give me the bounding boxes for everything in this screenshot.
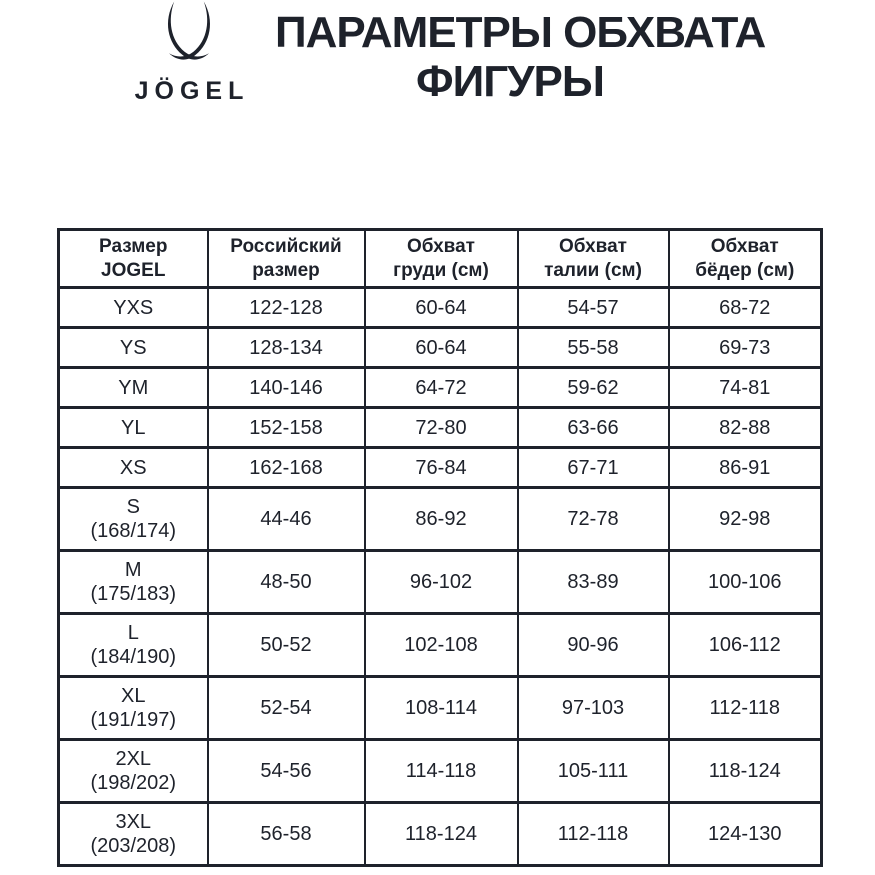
table-row — [59, 448, 822, 488]
cell-hips: 124-130 — [669, 803, 822, 866]
size-height-note: (203/208) — [90, 835, 177, 857]
cell-chest: 72-80 — [365, 408, 518, 448]
table-row — [59, 803, 822, 866]
cell-russian-size: 48-50 — [208, 551, 365, 614]
size-label: YXS — [113, 296, 154, 319]
cell-waist: 105-111 — [518, 740, 669, 803]
size-label: L — [127, 622, 139, 644]
cell-waist: 97-103 — [518, 677, 669, 740]
size-height-note: (175/183) — [90, 583, 177, 605]
size-label: YS — [119, 336, 147, 359]
size-label: M — [124, 559, 142, 581]
cell-waist: 63-66 — [518, 408, 669, 448]
cell-chest: 60-64 — [365, 288, 518, 328]
table-row — [59, 551, 822, 614]
cell-russian-size: 162-168 — [208, 448, 365, 488]
size-height-note: (198/202) — [90, 772, 177, 794]
cell-size — [59, 328, 208, 368]
cell-waist: 59-62 — [518, 368, 669, 408]
cell-hips: 118-124 — [669, 740, 822, 803]
cell-hips: 82-88 — [669, 408, 822, 448]
cell-hips: 86-91 — [669, 448, 822, 488]
page-header — [0, 0, 875, 228]
header-row — [59, 230, 822, 288]
cell-chest: 76-84 — [365, 448, 518, 488]
table-row — [59, 740, 822, 803]
cell-hips: 92-98 — [669, 488, 822, 551]
size-label: 3XL — [115, 811, 152, 833]
cell-size — [59, 288, 208, 328]
cell-size — [59, 740, 208, 803]
size-height-note: (168/174) — [90, 520, 177, 542]
cell-chest: 96-102 — [365, 551, 518, 614]
size-label: 2XL — [115, 748, 152, 770]
table-row — [59, 328, 822, 368]
cell-chest: 86-92 — [365, 488, 518, 551]
col-header-russian-size: Российский размер — [208, 230, 365, 288]
cell-hips: 69-73 — [669, 328, 822, 368]
cell-hips: 106-112 — [669, 614, 822, 677]
jogel-logo — [118, 0, 260, 106]
cell-russian-size: 122-128 — [208, 288, 365, 328]
cell-chest: 114-118 — [365, 740, 518, 803]
cell-russian-size: 128-134 — [208, 328, 365, 368]
cell-chest: 108-114 — [365, 677, 518, 740]
cell-waist: 72-78 — [518, 488, 669, 551]
size-chart-table — [57, 228, 823, 867]
cell-chest: 102-108 — [365, 614, 518, 677]
size-label: S — [126, 496, 140, 518]
size-height-note: (184/190) — [90, 646, 177, 668]
cell-chest: 60-64 — [365, 328, 518, 368]
cell-russian-size: 140-146 — [208, 368, 365, 408]
col-header-size: Размер JOGEL — [59, 230, 208, 288]
col-header-hips: Обхват бёдер (см) — [669, 230, 822, 288]
size-label: YL — [121, 416, 146, 439]
table-row — [59, 288, 822, 328]
cell-size — [59, 368, 208, 408]
size-label: XL — [121, 685, 146, 707]
cell-hips: 100-106 — [669, 551, 822, 614]
cell-size — [59, 614, 208, 677]
size-label: YM — [118, 376, 149, 399]
cell-hips: 74-81 — [669, 368, 822, 408]
cell-russian-size: 52-54 — [208, 677, 365, 740]
cell-waist: 112-118 — [518, 803, 669, 866]
cell-waist: 54-57 — [518, 288, 669, 328]
cell-size — [59, 551, 208, 614]
cell-hips: 112-118 — [669, 677, 822, 740]
cell-waist: 83-89 — [518, 551, 669, 614]
cell-russian-size: 44-46 — [208, 488, 365, 551]
cell-size — [59, 803, 208, 866]
col-header-chest: Обхват груди (см) — [365, 230, 518, 288]
cell-chest: 64-72 — [365, 368, 518, 408]
page-title — [275, 8, 766, 106]
cell-waist: 90-96 — [518, 614, 669, 677]
cell-russian-size: 50-52 — [208, 614, 365, 677]
table-row — [59, 677, 822, 740]
table-row — [59, 408, 822, 448]
cell-russian-size: 54-56 — [208, 740, 365, 803]
cell-size — [59, 408, 208, 448]
cell-size — [59, 448, 208, 488]
cell-size — [59, 488, 208, 551]
cell-chest: 118-124 — [365, 803, 518, 866]
cell-waist: 67-71 — [518, 448, 669, 488]
size-height-note: (191/197) — [90, 709, 177, 731]
cell-russian-size: 56-58 — [208, 803, 365, 866]
size-label: XS — [119, 456, 147, 479]
cell-hips: 68-72 — [669, 288, 822, 328]
cell-size — [59, 677, 208, 740]
jogel-v-mark-icon — [141, 0, 237, 74]
table-row — [59, 488, 822, 551]
cell-russian-size: 152-158 — [208, 408, 365, 448]
table-row — [59, 368, 822, 408]
cell-waist: 55-58 — [518, 328, 669, 368]
page-title-line1: ПАРАМЕТРЫ ОБХВАТА — [275, 8, 766, 57]
jogel-wordmark: JÖGEL — [134, 77, 250, 105]
table-row — [59, 614, 822, 677]
col-header-waist: Обхват талии (см) — [518, 230, 669, 288]
page-title-line2: ФИГУРЫ — [416, 57, 604, 106]
